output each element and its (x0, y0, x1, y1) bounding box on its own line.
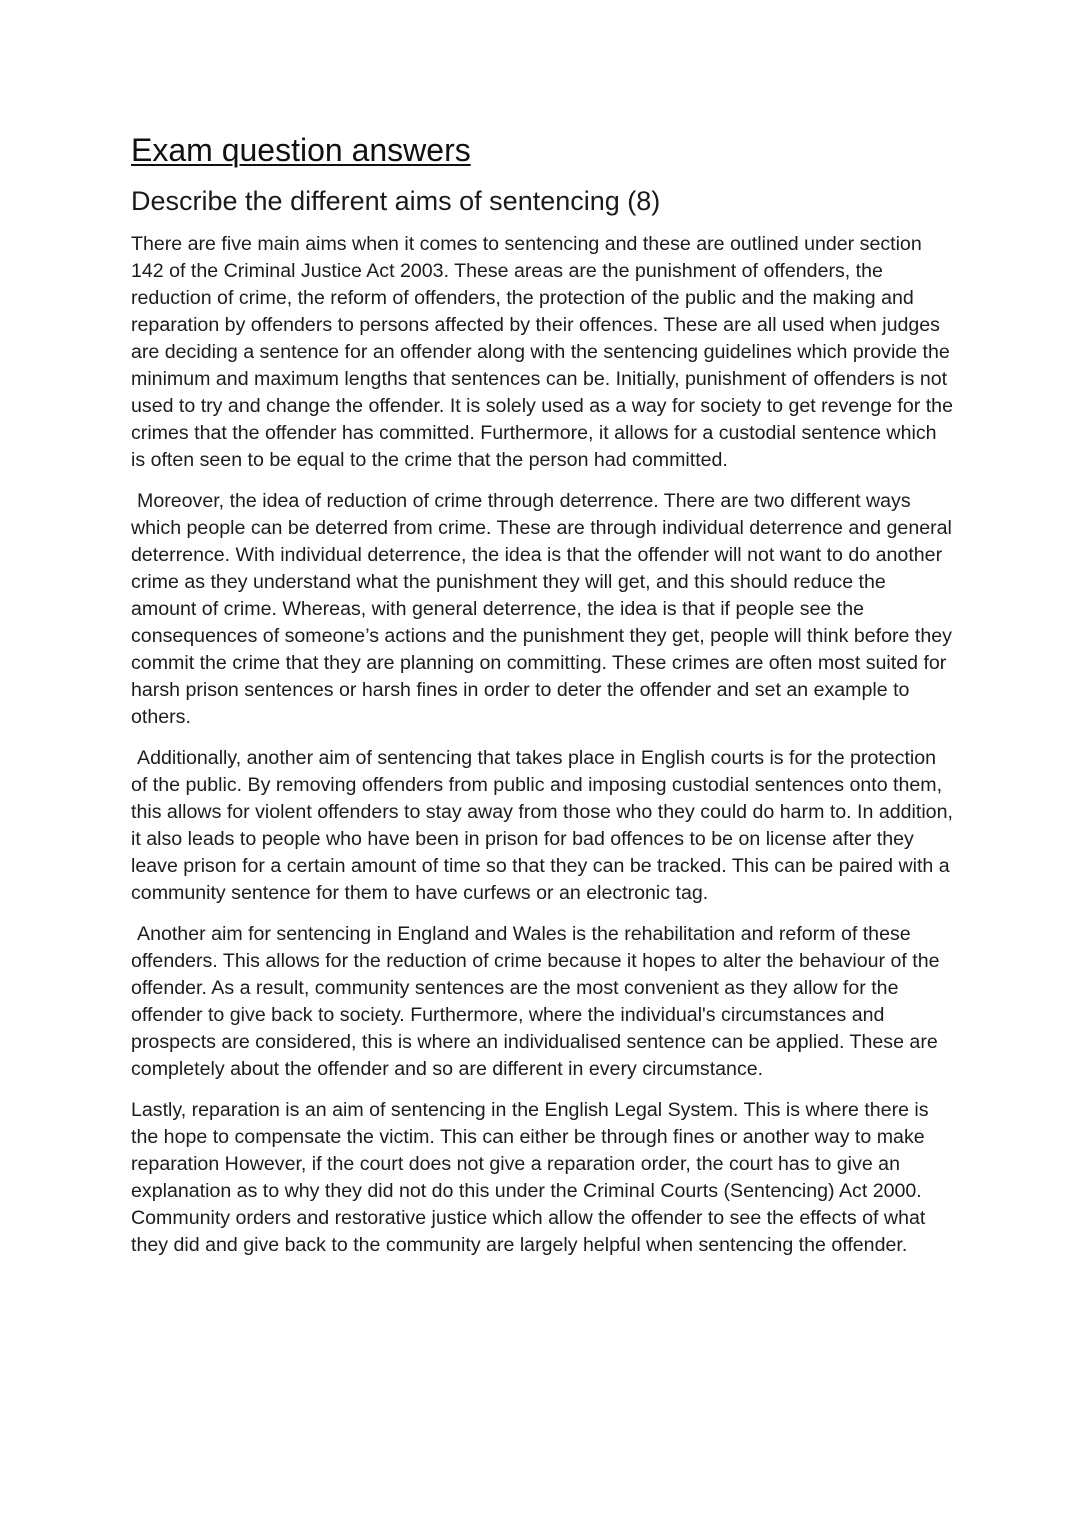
answer-paragraph-reparation: Lastly, reparation is an aim of sentencing in the English Legal System. This is where there is the hope to compensate the victim. This can either be through fines or another way to make reparation However, if the court does not give a reparation order, the court has to give an explanation as to why they did not do this under the Criminal Courts (Sentencing) Act 2000. Community orders and restorative justice which allow the offender to see the effects of what they did and give back to the community are largely helpful when sentencing the offender. (131, 1099, 929, 1256)
document-page (131, 128, 956, 1273)
answer-body (131, 231, 956, 1259)
answer-paragraph-protection: Additionally, another aim of sentencing that takes place in English courts is for the protection of the public. By removing offenders from public and imposing custodial sentences onto them, this allows for violent offenders to stay away from those who they could do harm to. In addition, it also leads to people who have been in prison for bad offences to be on license after they leave prison for a certain amount of time so that they can be tracked. This can be paired with a community sentence for them to have curfews or an electronic tag. (131, 747, 953, 904)
exam-question-heading: Describe the different aims of sentencing (8) (131, 186, 661, 216)
answer-paragraph-rehabilitation: Another aim for sentencing in England and Wales is the rehabilitation and reform of these offenders. This allows for the reduction of crime because it hopes to alter the behaviour of the offender. As a result, community sentences are the most convenient as they allow for the offender to give back to society. Furthermore, where the individual's circumstances and prospects are considered, this is where an individualised sentence can be applied. These are completely about the offender and so are different in every circumstance. (131, 923, 940, 1080)
answer-paragraph-intro: There are five main aims when it comes to sentencing and these are outlined under section 142 of the Criminal Justice Act 2003. These areas are the punishment of offenders, the reduction of crime, the reform of offenders, the protection of the public and the making and reparation by offenders to persons affected by their offences. These are all used when judges are deciding a sentence for an offender along with the sentencing guidelines which provide the minimum and maximum lengths that sentences can be. Initially, punishment of offenders is not used to try and change the offender. It is solely used as a way for society to get revenge for the crimes that the offender has committed. Furthermore, it allows for a custodial sentence which is often seen to be equal to the crime that the person had committed. (131, 233, 953, 471)
answer-paragraph-deterrence: Moreover, the idea of reduction of crime through deterrence. There are two different ways which people can be deterred from crime. These are through individual deterrence and general deterrence. With individual deterrence, the idea is that the offender will not want to do another crime as they understand what the punishment they will get, and this should reduce the amount of crime. Whereas, with general deterrence, the idea is that if people see the consequences of someone’s actions and the punishment they get, people will think before they commit the crime that they are planning on committing. These crimes are often most suited for harsh prison sentences or harsh fines in order to deter the offender and set an example to others. (131, 490, 952, 728)
document-title: Exam question answers (131, 132, 471, 168)
